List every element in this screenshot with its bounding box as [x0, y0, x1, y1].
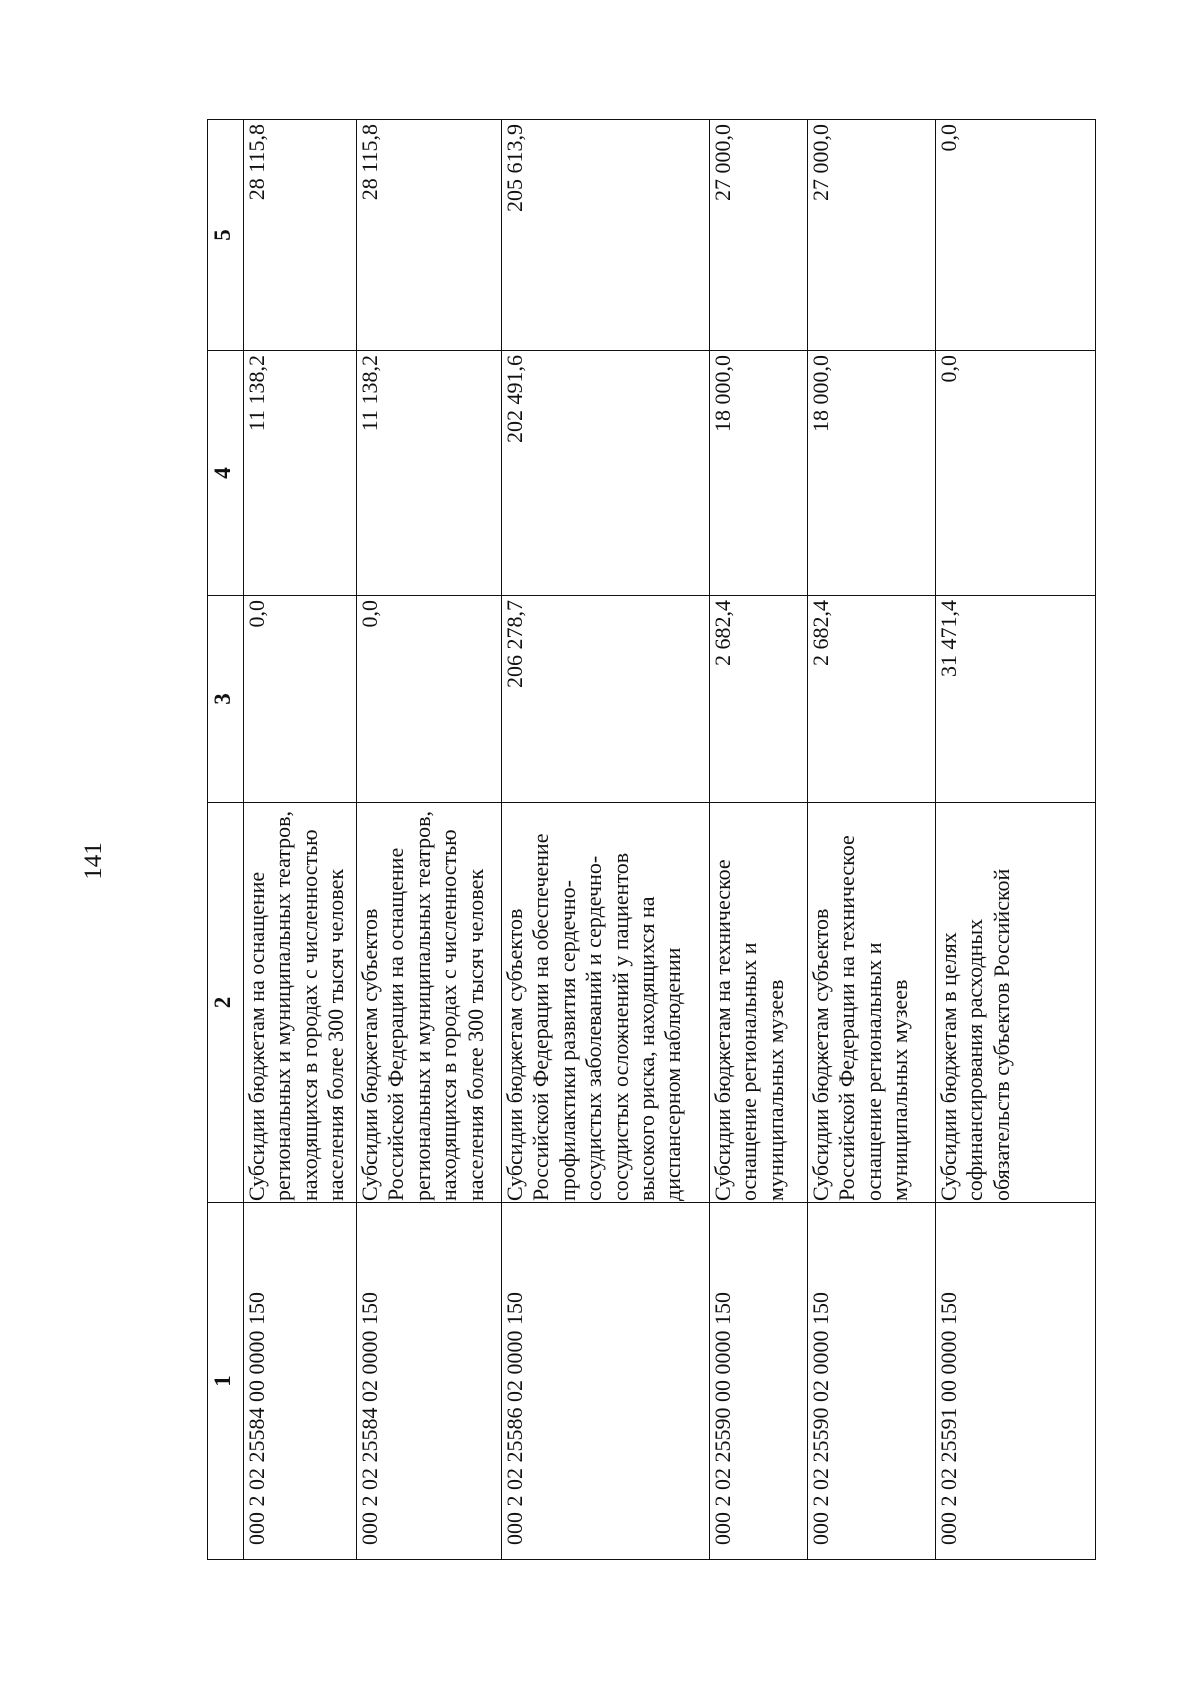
row-value-col5: 205 613,9	[502, 120, 710, 351]
table-row	[502, 120, 710, 1560]
row-code: 000 2 02 25584 02 0000 150	[357, 1203, 502, 1560]
row-value-col4: 18 000,0	[808, 351, 936, 596]
row-value-col3: 2 682,4	[710, 596, 808, 803]
page-number: 141	[80, 842, 107, 880]
row-code: 000 2 02 25584 00 0000 150	[244, 1203, 357, 1560]
row-name: Субсидии бюджетам на оснащение региональных и муниципальных театров, находящихся в городах с численностью населения более 300 тысяч человек	[244, 803, 357, 1203]
table-row	[244, 120, 357, 1560]
row-value-col5: 27 000,0	[710, 120, 808, 351]
header-col-4: 4	[208, 351, 244, 596]
row-name: Субсидии бюджетам субъектов Российской Федерации на обеспечение профилактики развития сердечно-сосудистых заболеваний и сердечно-сосудистых осложнений у пациентов высокого риска, находящихся на диспансерном наблюдении	[502, 803, 710, 1203]
row-value-col4: 11 138,2	[357, 351, 502, 596]
row-code: 000 2 02 25591 00 0000 150	[936, 1203, 1096, 1560]
row-value-col3: 31 471,4	[936, 596, 1096, 803]
row-value-col5: 28 115,8	[244, 120, 357, 351]
header-col-1: 1	[208, 1203, 244, 1560]
budget-table	[207, 119, 1096, 1560]
row-value-col4: 0,0	[936, 351, 1096, 596]
header-row	[208, 120, 244, 1560]
header-col-2: 2	[208, 803, 244, 1203]
row-name: Субсидии бюджетам в целях софинансирования расходных обязательств субъектов Российской	[936, 803, 1096, 1203]
row-name: Субсидии бюджетам на техническое оснащение региональных и муниципальных музеев	[710, 803, 808, 1203]
row-name: Субсидии бюджетам субъектов Российской Федерации на техническое оснащение региональных и муниципальных музеев	[808, 803, 936, 1203]
row-name: Субсидии бюджетам субъектов Российской Федерации на оснащение региональных и муниципальных театров, находящихся в городах с численностью населения более 300 тысяч человек	[357, 803, 502, 1203]
row-value-col3: 206 278,7	[502, 596, 710, 803]
row-value-col4: 18 000,0	[710, 351, 808, 596]
row-value-col5: 27 000,0	[808, 120, 936, 351]
row-value-col3: 2 682,4	[808, 596, 936, 803]
row-value-col5: 0,0	[936, 120, 1096, 351]
row-code: 000 2 02 25590 02 0000 150	[808, 1203, 936, 1560]
row-code: 000 2 02 25586 02 0000 150	[502, 1203, 710, 1560]
row-code: 000 2 02 25590 00 0000 150	[710, 1203, 808, 1560]
row-value-col5: 28 115,8	[357, 120, 502, 351]
table-row	[357, 120, 502, 1560]
header-col-3: 3	[208, 596, 244, 803]
header-col-5: 5	[208, 120, 244, 351]
row-value-col3: 0,0	[357, 596, 502, 803]
row-value-col3: 0,0	[244, 596, 357, 803]
rotated-table-container	[207, 120, 1095, 1560]
table-row	[710, 120, 808, 1560]
row-value-col4: 202 491,6	[502, 351, 710, 596]
row-value-col4: 11 138,2	[244, 351, 357, 596]
table-row	[936, 120, 1096, 1560]
table-row	[808, 120, 936, 1560]
